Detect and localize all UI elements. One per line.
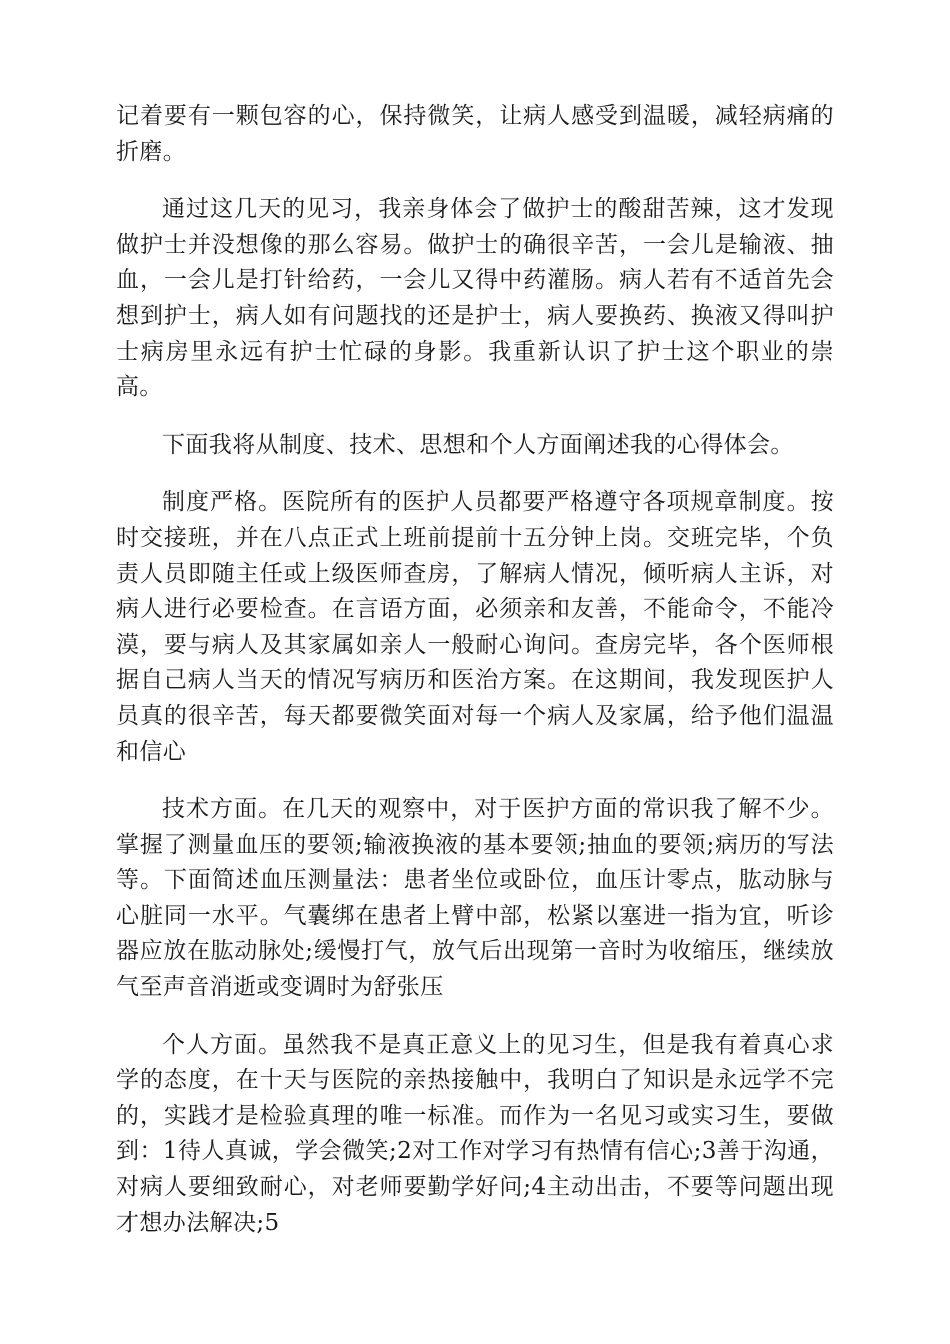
paragraph-personal: 个人方面。虽然我不是真正意义上的见习生，但是我有着真心求学的态度，在十天与医院的亲热接触中，我明白了知识是永远学不完的，实践才是检验真理的唯一标准。而作为一名见习或实习生，要做到：1待人真诚，学会微笑;2对工作对学习有热情有信心;3善于沟通，对病人要细致耐心，对老师要勤学好问;4主动出击，不要等问题出现才想办法解决;5 [116, 1031, 834, 1236]
paragraph-overview: 下面我将从制度、技术、思想和个人方面阐述我的心得体会。 [162, 431, 794, 458]
paragraph-internship-experience: 通过这几天的见习，我亲身体会了做护士的酸甜苦辣，这才发现做护士并没想像的那么容易。做护士的确很辛苦，一会儿是输液、抽血，一会儿是打针给药，一会儿又得中药灌肠。病人若有不适首先会想到护士，病人如有问题找的还是护士，病人要换药、换液又得叫护士病房里永远有护士忙碌的身影。我重新认识了护士这个职业的崇高。 [116, 196, 834, 401]
paragraph-intro: 记着要有一颗包容的心，保持微笑，让病人感受到温暖，减轻病痛的折磨。 [116, 103, 834, 165]
paragraph-technique: 技术方面。在几天的观察中，对于医护方面的常识我了解不少。掌握了测量血压的要领;输液换液的基本要领;抽血的要领;病历的写法等。下面简述血压测量法：患者坐位或卧位，血压计零点，肱动脉与心脏同一水平。气囊绑在患者上臂中部，松紧以塞进一指为宜，听诊器应放在肱动脉处;缓慢打气，放气后出现第一音时为收缩压，继续放气至声音消逝或变调时为舒张压 [116, 796, 834, 1001]
document-page [116, 99, 834, 1263]
paragraph-system: 制度严格。医院所有的医护人员都要严格遵守各项规章制度。按时交接班，并在八点正式上班前提前十五分钟上岗。交班完毕，个负责人员即随主任或上级医师查房，了解病人情况，倾听病人主诉，对病人进行必要检查。在言语方面，必须亲和友善，不能命令，不能冷漠，要与病人及其家属如亲人一般耐心询问。查房完毕，各个医师根据自己病人当天的情况写病历和医治方案。在这期间，我发现医护人员真的很辛苦，每天都要微笑面对每一个病人及家属，给予他们温温和信心 [116, 489, 834, 765]
